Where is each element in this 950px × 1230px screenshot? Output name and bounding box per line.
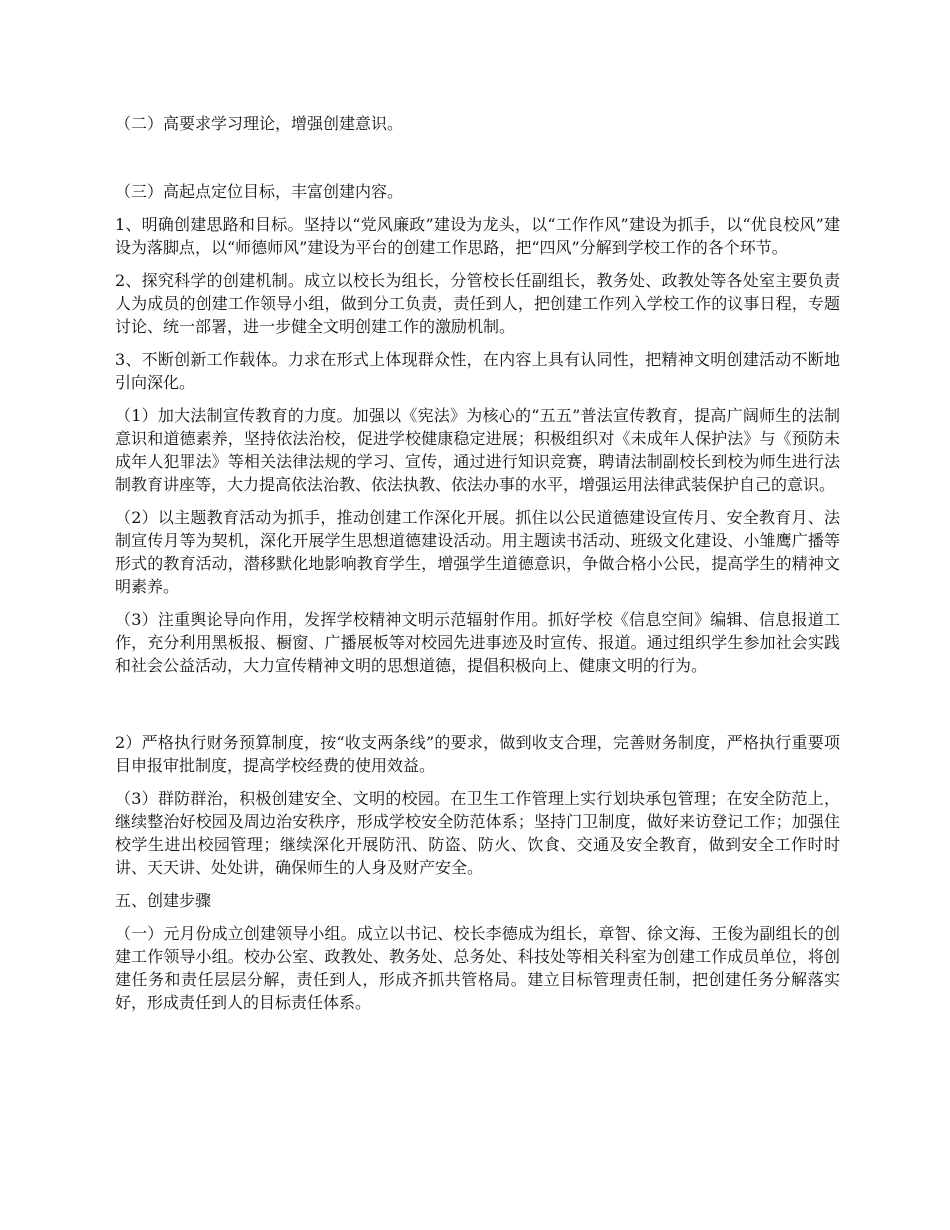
paragraph-safety: （3）群防群治，积极创建安全、文明的校园。在卫生工作管理上实行划块承包管理；在安全防范上，继续整治好校园及周边治安秩序，形成学校安全防范体系；坚持门卫制度，做好来访登记工作；加强住校学生进出校园管理；继续深化开展防汛、防盗、防火、饮食、交通及安全教育，做到安全工作时时讲、天天讲、处处讲，确保师生的人身及财产安全。: [115, 789, 840, 877]
paragraph-legal-education: （1）加大法制宣传教育的力度。加强以《宪法》为核心的“五五”普法宣传教育，提高广阔师生的法制意识和道德素养，坚持依法治校，促进学校健康稳定进展；积极组织对《未成年人保护法》与《预防未成年人犯罪法》等相关法律法规的学习、宣传，通过进行知识竞赛，聘请法制副校长到校为师生进行法制教育讲座等，大力提高依法治教、依法执教、依法办事的水平，增强运用法律武装保护自己的意识。: [115, 406, 840, 494]
paragraph-carrier: 3、不断创新工作载体。力求在形式上体现群众性，在内容上具有认同性，把精神文明创建活动不断地引向深化。: [115, 350, 840, 392]
paragraph-goals: 1、明确创建思路和目标。坚持以“党风廉政”建设为龙头，以“工作作风”建设为抓手，以“优良校风”建设为落脚点，以“师德师风”建设为平台的创建工作思路，把“四风”分解到学校工作的各个环节。: [115, 215, 840, 257]
paragraph-mechanism: 2、探究科学的创建机制。成立以校长为组长，分管校长任副组长，教务处、政教处等各处室主要负责人为成员的创建工作领导小组，做到分工负责，责任到人，把创建工作列入学校工作的议事日程，专题讨论、统一部署，进一步健全文明创建工作的激励机制。: [115, 271, 840, 336]
paragraph-leadership-group: （一）元月份成立创建领导小组。成立以书记、校长李德成为组长，章智、徐文海、王俊为副组长的创建工作领导小组。校办公室、政教处、教务处、总务处、科技处等相关科室为创建工作成员单位，将创建任务和责任层层分解，责任到人，形成齐抓共管格局。建立目标管理责任制，把创建任务分解落实好，形成责任到人的目标责任体系。: [115, 924, 840, 1012]
paragraph-public-opinion: （3）注重舆论导向作用，发挥学校精神文明示范辐射作用。抓好学校《信息空间》编辑、信息报道工作，充分利用黑板报、橱窗、广播展板等对校园先进事迹及时宣传、报道。通过组织学生参加社会实践和社会公益活动，大力宣传精神文明的思想道德，提倡积极向上、健康文明的行为。: [115, 610, 840, 675]
spacer: [115, 687, 840, 731]
section-heading-2: （二）高要求学习理论，增强创建意识。: [115, 114, 404, 133]
section-heading-3: （三）高起点定位目标，丰富创建内容。: [115, 182, 404, 201]
spacer: [115, 145, 840, 180]
document-body: [115, 112, 840, 1024]
paragraph-theme-education: （2）以主题教育活动为抓手，推动创建工作深化开展。抓住以公民道德建设宣传月、安全教育月、法制宣传月等为契机，深化开展学生思想道德建设活动。用主题读书活动、班级文化建设、小雏鹰广播等形式的教育活动，潜移默化地影响教育学生，增强学生道德意识，争做合格小公民，提高学生的精神文明素养。: [115, 508, 840, 596]
paragraph-finance: 2）严格执行财务预算制度，按“收支两条线”的要求，做到收支合理，完善财务制度，严格执行重要项目申报审批制度，提高学校经费的使用效益。: [115, 733, 840, 775]
section-heading-steps: 五、创建步骤: [115, 891, 212, 910]
